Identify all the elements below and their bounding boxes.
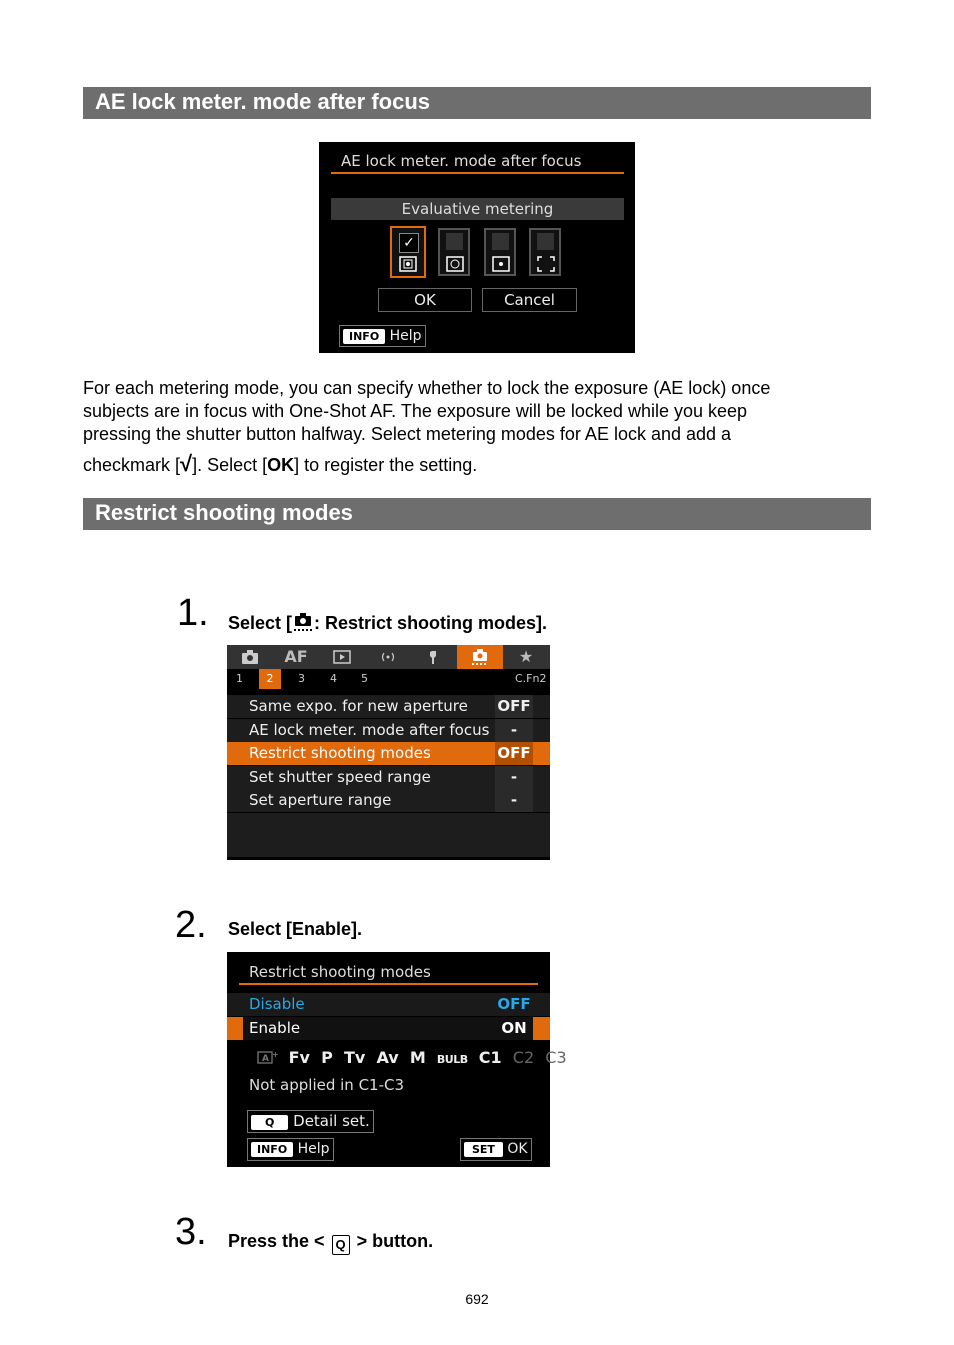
menu-item-value: OFF	[495, 695, 533, 718]
camera-screen-menu	[227, 645, 550, 860]
mode-c3: C3	[545, 1048, 567, 1067]
shooting-modes-row	[257, 1048, 567, 1067]
menu-item-value: OFF	[495, 742, 533, 765]
camera-icon	[240, 649, 260, 665]
tab-custom-functions[interactable]	[457, 645, 503, 669]
center-weighted-metering-option[interactable]	[529, 228, 561, 276]
menu-item-selected[interactable]	[227, 742, 550, 765]
page-number: 692	[465, 1291, 489, 1307]
info-help-button[interactable]	[339, 325, 426, 347]
svg-text:+: +	[272, 1050, 279, 1059]
menu-item-value: -	[495, 719, 533, 742]
mode-fv: Fv	[288, 1048, 310, 1067]
playback-icon	[332, 649, 352, 665]
checkbox-empty[interactable]	[537, 233, 554, 250]
step-text: Select [Enable].	[228, 919, 363, 939]
menu-item[interactable]	[227, 789, 550, 812]
mode-c1: C1	[478, 1048, 502, 1067]
wrench-icon	[424, 649, 444, 665]
note-text: Not applied in C1-C3	[249, 1076, 405, 1094]
set-badge: SET	[464, 1142, 503, 1157]
option-value: ON	[501, 1019, 527, 1037]
section-title: AE lock meter. mode after focus	[95, 89, 430, 114]
partial-metering-icon	[446, 256, 464, 272]
spot-metering-icon	[492, 256, 510, 272]
step-text	[228, 612, 547, 634]
step-text-part: : Restrict shooting modes].	[314, 613, 548, 633]
partial-metering-option[interactable]	[438, 228, 470, 276]
step-number: 2.	[175, 904, 207, 946]
q-button-icon: Q	[332, 1235, 350, 1255]
cancel-button[interactable]: Cancel	[482, 288, 577, 312]
step-text-part: > button.	[356, 1231, 434, 1251]
option-enable-selected[interactable]	[227, 1017, 550, 1040]
info-help-button[interactable]	[247, 1138, 334, 1161]
tab-shooting[interactable]	[227, 645, 273, 669]
screen-title: Restrict shooting modes	[249, 963, 431, 981]
subtab-4[interactable]: 4	[330, 672, 337, 685]
paragraph-line-last	[83, 452, 873, 477]
ok-text: OK	[267, 455, 295, 475]
info-badge: INFO	[343, 329, 385, 344]
menu-item-label: Set aperture range	[249, 791, 392, 809]
tab-my-menu[interactable]: ★	[518, 647, 534, 666]
checkbox-empty[interactable]	[446, 233, 463, 250]
svg-text:A: A	[262, 1054, 269, 1064]
paragraph-text: ]. Select [	[192, 455, 268, 475]
checkbox-empty[interactable]	[492, 233, 509, 250]
option-value: OFF	[497, 995, 531, 1013]
custom-function-icon	[470, 648, 490, 666]
option-label: Enable	[249, 1019, 301, 1037]
subtab-5[interactable]: 5	[361, 672, 368, 685]
evaluative-metering-icon	[399, 256, 417, 272]
screen-title: AE lock meter. mode after focus	[341, 152, 582, 170]
mode-av: Av	[376, 1048, 399, 1067]
scene-intelligent-auto-icon	[257, 1049, 279, 1065]
menu-item[interactable]	[227, 695, 550, 718]
paragraph-line: For each metering mode, you can specify whether to lock the exposure (AE lock) once	[83, 378, 771, 398]
title-underline	[239, 983, 538, 985]
step-text-part: Select [	[228, 613, 293, 633]
menu-item-value: -	[495, 766, 533, 789]
evaluative-metering-option[interactable]	[390, 226, 426, 278]
info-badge: INFO	[251, 1142, 293, 1157]
step-text	[228, 1231, 433, 1255]
set-ok-button[interactable]	[460, 1138, 532, 1161]
checkmark-icon: √	[180, 451, 193, 476]
metering-mode-label: Evaluative metering	[331, 198, 624, 220]
detail-label: Detail set.	[293, 1112, 370, 1130]
ok-label: OK	[507, 1141, 528, 1157]
tab-setup[interactable]	[411, 645, 457, 669]
paragraph-line: subjects are in focus with One-Shot AF. The exposure will be locked while you keep	[83, 401, 748, 421]
section-header-restrict	[83, 498, 871, 530]
subtab-3[interactable]: 3	[298, 672, 305, 685]
menu-item[interactable]	[227, 766, 550, 789]
detail-set-button[interactable]	[247, 1110, 374, 1133]
description-paragraph	[83, 377, 873, 477]
help-label: Help	[297, 1141, 330, 1157]
q-badge: Q	[251, 1115, 288, 1130]
title-underline	[331, 172, 624, 174]
menu-tabs-bar	[227, 645, 550, 669]
option-label: Disable	[249, 995, 305, 1013]
section-title: Restrict shooting modes	[95, 500, 353, 525]
mode-bulb: BULB	[436, 1053, 468, 1066]
paragraph-line: pressing the shutter button halfway. Select metering modes for AE lock and add a	[83, 424, 732, 444]
menu-item-empty	[227, 836, 550, 857]
page-label: C.Fn2	[515, 672, 547, 685]
mode-p: P	[321, 1048, 333, 1067]
step-text-part: Press the <	[228, 1231, 325, 1251]
menu-item-value: -	[495, 789, 533, 812]
step-number: 1.	[177, 592, 209, 634]
subtab-bar	[227, 669, 550, 689]
wireless-icon	[378, 649, 398, 665]
menu-item-label: AE lock meter. mode after focus	[249, 721, 490, 739]
center-weighted-metering-icon	[537, 256, 555, 272]
subtab-2-active[interactable]: 2	[259, 669, 281, 689]
camera-screen-restrict	[227, 952, 567, 1167]
paragraph-text: checkmark [	[83, 455, 181, 475]
menu-item-label: Restrict shooting modes	[249, 744, 431, 762]
option-disable[interactable]	[227, 993, 550, 1016]
menu-item-label: Same expo. for new aperture	[249, 697, 468, 715]
camera-screen-ae-lock	[319, 142, 635, 353]
step-number: 3.	[175, 1211, 207, 1253]
tab-af[interactable]: AF	[284, 647, 308, 666]
subtab-1[interactable]: 1	[236, 672, 243, 685]
checkbox-checked[interactable]: ✓	[399, 233, 419, 253]
custom-function-icon	[292, 612, 314, 632]
mode-tv: Tv	[343, 1048, 366, 1067]
tab-playback[interactable]	[319, 645, 365, 669]
paragraph-text: ] to register the setting.	[294, 455, 478, 475]
section-header-ae-lock	[83, 87, 871, 119]
tab-wireless[interactable]	[365, 645, 411, 669]
menu-item[interactable]	[227, 719, 550, 742]
menu-item-empty	[227, 813, 550, 836]
mode-c2: C2	[512, 1048, 535, 1067]
mode-m: M	[409, 1048, 426, 1067]
ok-button[interactable]: OK	[378, 288, 472, 312]
spot-metering-option[interactable]	[484, 228, 516, 276]
help-label: Help	[389, 328, 422, 344]
menu-item-label: Set shutter speed range	[249, 768, 431, 786]
